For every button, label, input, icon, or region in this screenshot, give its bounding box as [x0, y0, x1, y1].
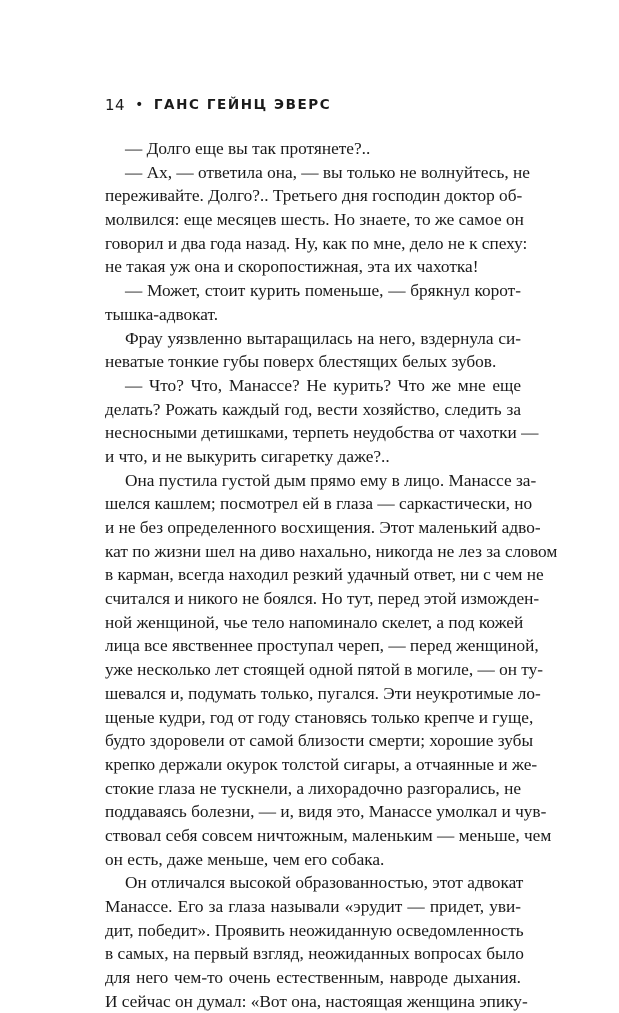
running-head — [105, 96, 331, 114]
text-line: считался и никого не боялся. Но тут, перед этой изможден- — [105, 589, 540, 609]
text-line: неватые тонкие губы поверх блестящих белых зубов. — [105, 352, 497, 372]
paragraph — [105, 871, 528, 1013]
text-line: Манассе. Его за глаза называли «эрудит — придет, уви- — [105, 897, 521, 916]
text-line: дит, победит». Проявить неожиданную осведомленность — [105, 920, 524, 940]
text-line: — Что? Что, Манассе? Не курить? Что же мне еще — [125, 375, 521, 395]
text-line: шевался и, подумать только, пугался. Эти неукротимые ло- — [105, 683, 541, 703]
text-line: кат по жизни шел на диво нахально, никогда не лез за словом — [105, 541, 558, 561]
text-line: Она пустила густой дым прямо ему в лицо. Манассе за- — [125, 470, 537, 490]
text-line: и не без определенного восхищения. Этот маленький адво- — [105, 518, 541, 537]
text-line: крепко держали окурок толстой сигары, а отчаянные и же- — [105, 754, 538, 774]
paragraph — [105, 137, 521, 161]
text-line: ствовал себя совсем ничтожным, маленьким — меньше, чем — [105, 825, 552, 845]
text-line: и что, и не выкурить сигаретку даже?.. — [105, 446, 390, 466]
text-line: щеные кудри, год от году становясь только крепче и гуще, — [105, 707, 534, 727]
text-line: уже несколько лет стоящей одной пятой в могиле, — он ту- — [105, 660, 543, 680]
text-line: переживайте. Долго?.. Третьего дня господин доктор об- — [105, 186, 523, 206]
paragraph — [105, 327, 521, 374]
text-line: в карман, всегда находил резкий удачный ответ, ни с чем не — [105, 565, 544, 585]
text-line: лица все явственнее проступал череп, — перед женщиной, — [105, 636, 539, 656]
body-text — [105, 137, 558, 1013]
text-line: Фрау уязвленно вытаращилась на него, вздернула си- — [125, 328, 521, 348]
text-line: тышка-адвокат. — [105, 304, 219, 324]
text-line: будто здоровели от самой близости смерти; хорошие зубы — [105, 731, 534, 751]
text-line: для него чем-то очень естественным, навроде дыхания. — [105, 968, 521, 988]
text-line: делать? Рожать каждый год, вести хозяйство, следить за — [105, 399, 521, 419]
text-line: не такая уж она и скоропостижная, эта их чахотка! — [105, 257, 479, 277]
text-line: в самых, на первый взгляд, неожиданных вопросах было — [105, 944, 524, 964]
text-line: молвился: еще месяцев шесть. Но знаете, то же самое он — [105, 210, 524, 230]
text-line: стокие глаза не тускнели, а лихорадочно разгорались, не — [105, 778, 521, 798]
text-line: — Может, стоит курить поменьше, — брякнул корот- — [125, 281, 521, 301]
text-line: — Долго еще вы так протянете?.. — [125, 139, 371, 158]
text-line: поддаваясь болезни, — и, видя это, Манассе умолкал и чув- — [105, 802, 547, 822]
text-line: Он отличался высокой образованностью, этот адвокат — [125, 873, 524, 893]
text-line: шелся кашлем; посмотрел ей в глаза — саркастически, но — [105, 494, 533, 514]
paragraph — [105, 161, 530, 279]
page-number: 14 — [105, 96, 126, 114]
paragraph — [105, 469, 558, 872]
text-line: несносными детишками, терпеть неудобства от чахотки — — [105, 423, 539, 443]
text-line: ной женщиной, чье тело напоминало скелет, а под кожей — [105, 612, 524, 632]
text-line: он есть, даже меньше, чем его собака. — [105, 849, 385, 869]
author-name: ГАНС ГЕЙНЦ ЭВЕРС — [153, 97, 332, 113]
header-separator: • — [135, 97, 144, 113]
paragraph — [105, 279, 521, 326]
text-line: — Ах, — ответила она, — вы только не волнуйтесь, не — [125, 162, 530, 182]
text-line: говорил и два года назад. Ну, как по мне, дело не к спеху: — [105, 233, 528, 253]
paragraph — [105, 374, 539, 469]
text-line: И сейчас он думал: «Вот она, настоящая женщина эпику- — [105, 991, 528, 1011]
